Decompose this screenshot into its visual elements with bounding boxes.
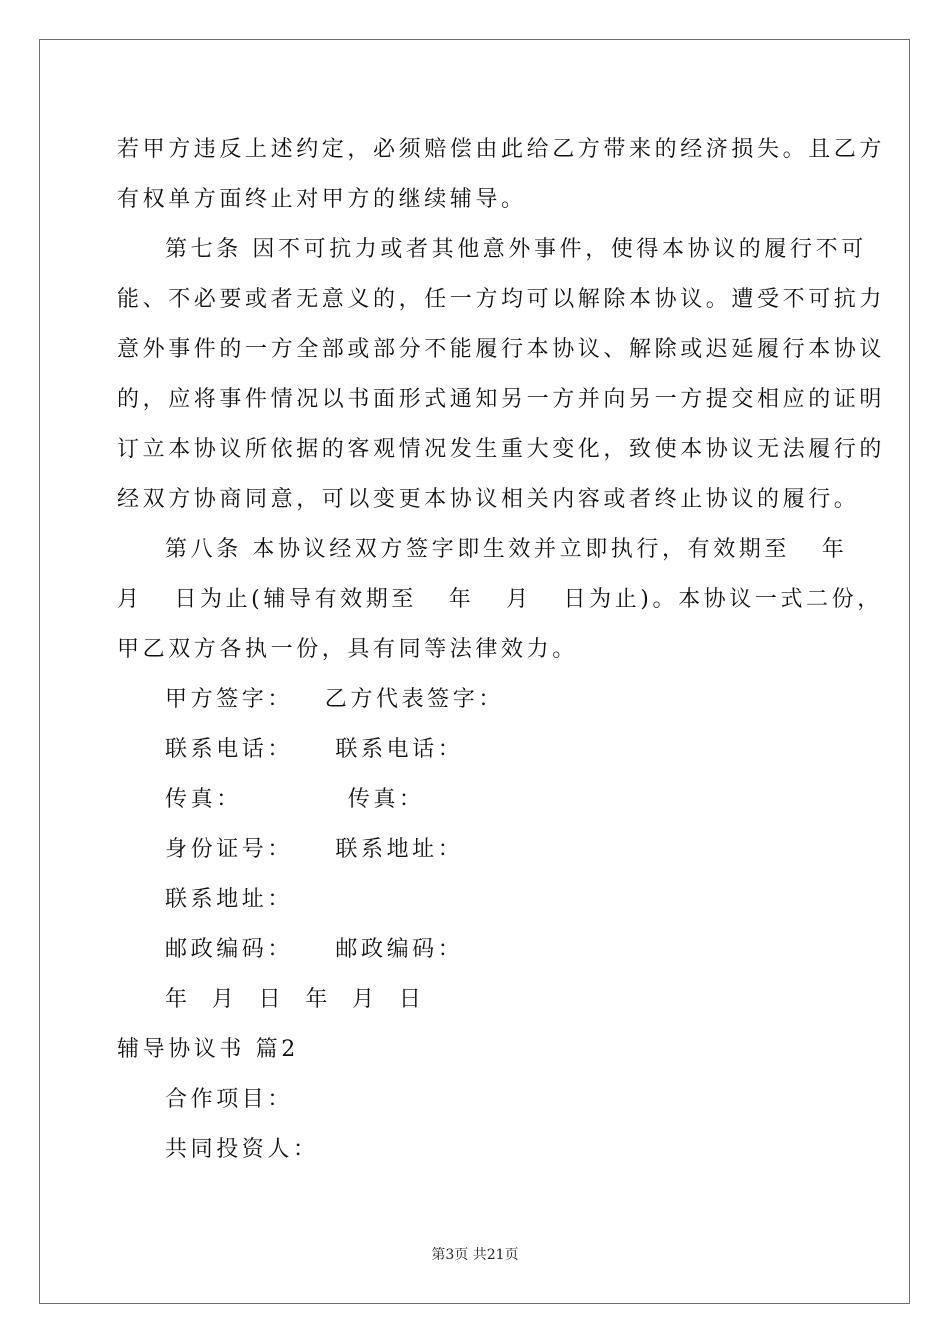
project-line: 合作项目： [165,1087,294,1112]
article-7-line-3: 意外事件的一方全部或部分不能履行本协议、解除或迟延履行本协议 [117,337,886,362]
article-7-line-5: 订立本协议所依据的客观情况发生重大变化，致使本协议无法履行的 [117,437,886,462]
page-number: 第3页 共21页 [431,1247,519,1263]
phone-line: 联系电话： 联系电话： [165,737,464,762]
article-8-line-3: 甲乙双方各执一份，具有同等法律效力。 [117,637,578,662]
investor-line: 共同投资人： [165,1137,319,1162]
article-7-line-4: 的，应将事件情况以书面形式通知另一方并向另一方提交相应的证明 [117,387,886,412]
article-7-line-6: 经双方协商同意，可以变更本协议相关内容或者终止协议的履行。 [117,487,860,512]
section-heading: 辅导协议书 篇2 [117,1037,299,1062]
postcode-line: 邮政编码： 邮政编码： [165,937,464,962]
article-7-line-2: 能、不必要或者无意义的，任一方均可以解除本协议。遭受不可抗力 [117,287,886,312]
id-address-line: 身份证号： 联系地址： [165,837,464,862]
signature-line: 甲方签字： 乙方代表签字： [165,687,504,712]
article-7-line-1: 第七条 因不可抗力或者其他意外事件，使得本协议的履行不可 [165,237,867,262]
fax-line: 传真： 传真： [165,787,425,812]
article-8-line-1: 第八条 本协议经双方签字即生效并立即执行，有效期至 年 [165,537,848,562]
page-border [39,39,910,1304]
body-line-1: 若甲方违反上述约定，必须赔偿由此给乙方带来的经济损失。且乙方 [117,137,886,162]
article-8-line-2: 月 日为止(辅导有效期至 年 月 日为止)。本协议一式二份， [117,587,883,612]
address-line: 联系地址： [165,887,294,912]
date-line: 年 月 日 年 月 日 [165,987,425,1012]
body-line-2: 有权单方面终止对甲方的继续辅导。 [117,187,527,212]
